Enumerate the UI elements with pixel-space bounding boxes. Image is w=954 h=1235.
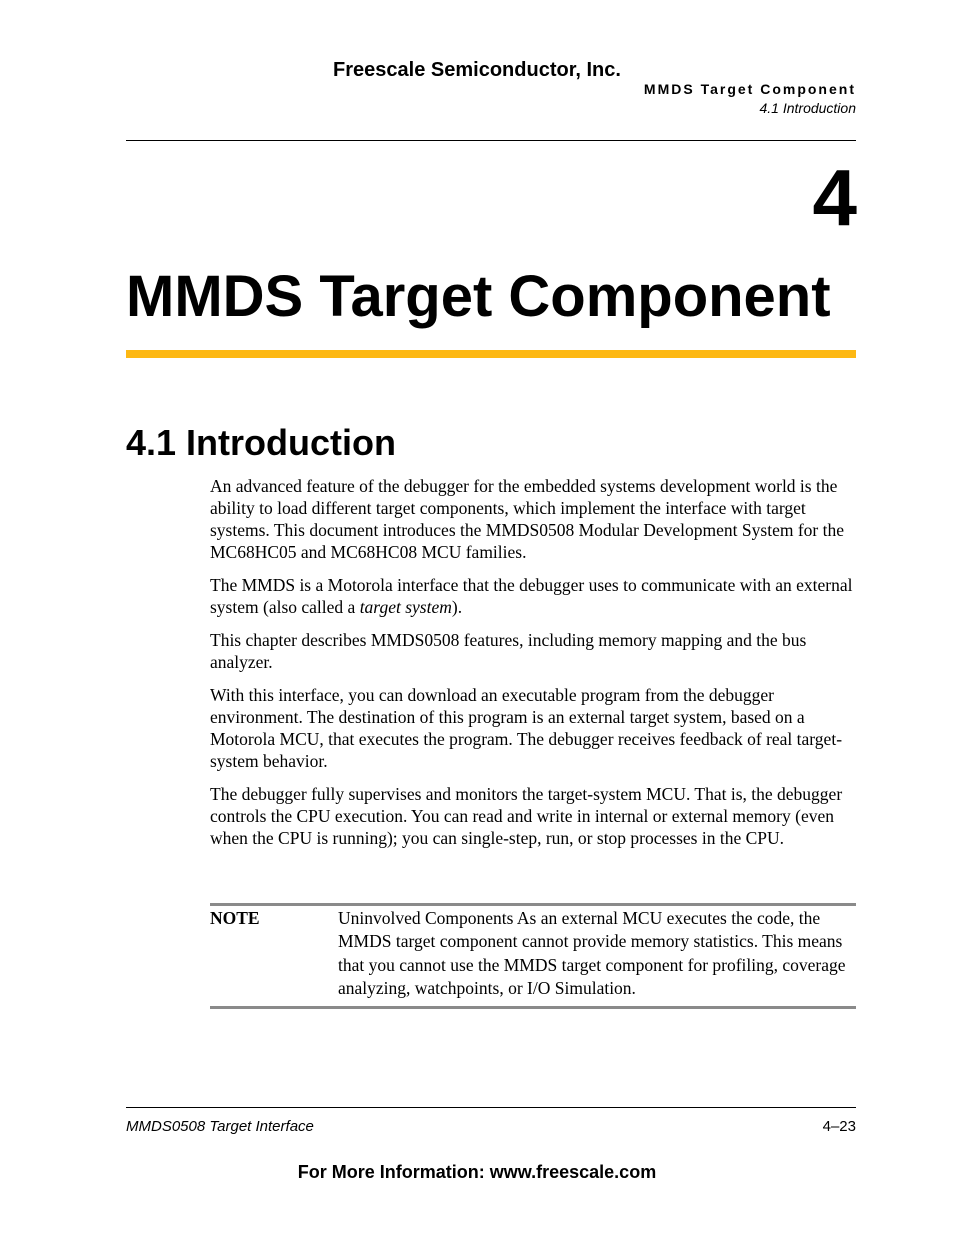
footer-page-number: 4–23: [822, 1118, 856, 1135]
paragraph: This chapter describes MMDS0508 features, including memory mapping and the bus analyzer.: [210, 630, 807, 672]
paragraph: An advanced feature of the debugger for the embedded systems development world is the ability to load different target components, which implement the interface with target systems. This document introduces the MMDS0508 Modular Development System for the MC68HC05 and MC68HC08 MCU families.: [210, 476, 844, 562]
chapter-accent-bar: [126, 350, 856, 358]
chapter-number: 4: [812, 153, 857, 242]
paragraph: With this interface, you can download an executable program from the debugger environment. The destination of this program is an external target system, based on a Motorola MCU, that executes the program. The debugger receives feedback of real target-system behavior.: [210, 685, 843, 771]
body-text: [210, 475, 856, 860]
footer-rule: [126, 1107, 856, 1108]
header-rule: [126, 140, 856, 141]
note-box: [210, 903, 856, 1009]
note-label: NOTE: [210, 908, 260, 928]
paragraph-text: ).: [451, 597, 463, 617]
section-heading: 4.1 Introduction: [126, 422, 396, 463]
emphasized-term: target system: [359, 597, 452, 617]
paragraph-text: The MMDS is a Motorola interface that the debugger uses to communicate with an external system (also called a: [210, 575, 853, 617]
publisher-name: Freescale Semiconductor, Inc.: [333, 59, 621, 81]
running-header-title: MMDS Target Component: [643, 81, 856, 97]
chapter-title: MMDS Target Component: [126, 264, 831, 329]
paragraph: [210, 574, 856, 618]
running-header-section: 4.1 Introduction: [759, 100, 856, 116]
more-info-link[interactable]: For More Information: www.freescale.com: [297, 1162, 657, 1182]
paragraph: The debugger fully supervises and monitors the target-system MCU. That is, the debugger controls the CPU execution. You can read and write in internal or external memory (even when the CPU is running); you can single-step, run, or stop processes in the CPU.: [210, 784, 843, 848]
footer-doc-title: MMDS0508 Target Interface: [126, 1118, 314, 1135]
note-text: Uninvolved Components As an external MCU executes the code, the MMDS target component cannot provide memory statistics. This means that you cannot use the MMDS target component for profiling, coverage analyzing, watchpoints, or I/O Simulation.: [338, 908, 846, 998]
